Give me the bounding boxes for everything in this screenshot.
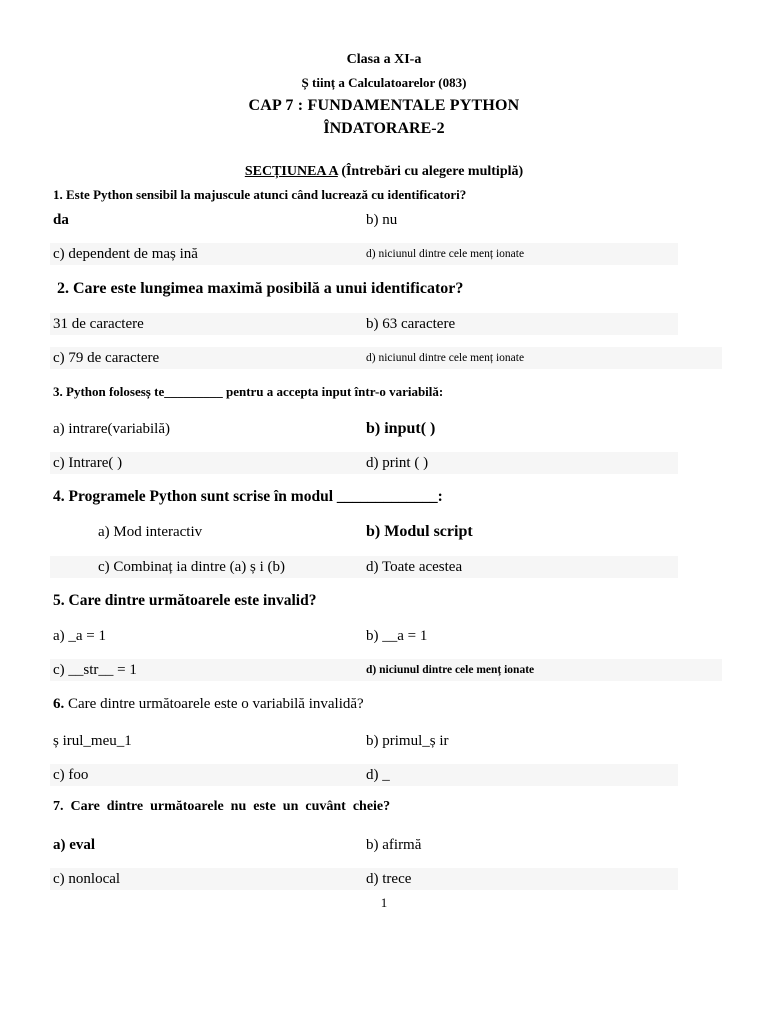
q4-option-a: a) Mod interactiv	[98, 524, 203, 540]
options-row-2b	[50, 347, 722, 369]
subject-line: Ș tiinț a Calculatoarelor (083)	[301, 75, 467, 90]
q7-option-d: d) trece	[366, 871, 412, 887]
question-6	[53, 696, 364, 713]
question-6-number: 6.	[53, 696, 65, 712]
question-2: 2. Care este lungimea maximă posibilă a unui identificator?	[57, 280, 464, 297]
assignment-title: ÎNDATORARE-2	[323, 120, 445, 137]
question-1: 1. Este Python sensibil la majuscule atunci când lucrează cu identificatori?	[53, 187, 467, 202]
q3-option-a: a) intrare(variabilă)	[53, 421, 171, 437]
question-7: 7. Care dintre următoarele nu este un cuvânt cheie?	[53, 799, 391, 814]
q6-option-b: b) primul_ș ir	[366, 733, 449, 749]
q3-option-b: b) input( )	[366, 420, 436, 437]
q2-option-c: c) 79 de caractere	[53, 350, 160, 366]
options-row-6a	[50, 730, 678, 752]
q6-option-c: c) foo	[53, 767, 89, 783]
options-row-5a	[50, 625, 678, 647]
class-line: Clasa a XI-a	[346, 52, 422, 67]
q1-option-b: b) nu	[366, 212, 398, 228]
options-row-1b	[50, 243, 678, 265]
q1-option-c: c) dependent de maș ină	[53, 246, 198, 262]
options-row-6b	[50, 764, 678, 786]
q6-option-a: ș irul_meu_1	[53, 733, 132, 749]
q2-option-d: d) niciunul dintre cele menț ionate	[366, 352, 525, 364]
question-4: 4. Programele Python sunt scrise în modul _____________:	[53, 488, 443, 505]
question-3: 3. Python folosesș te_________ pentru a accepta input într-o variabilă:	[53, 384, 444, 399]
section-name: SECȚIUNEA A	[244, 164, 338, 179]
options-row-5b	[50, 659, 722, 681]
q5-option-b: b) __a = 1	[366, 628, 428, 644]
q7-option-a: a) eval	[53, 837, 96, 853]
options-row-7b	[50, 868, 678, 890]
options-row-1a	[50, 209, 678, 231]
q1-option-d: d) niciunul dintre cele menț ionate	[366, 248, 525, 260]
chapter-title: CAP 7 : FUNDAMENTALE PYTHON	[248, 97, 520, 114]
options-row-3a	[50, 418, 678, 440]
q2-option-b: b) 63 caractere	[366, 316, 456, 332]
q3-option-d: d) print ( )	[366, 455, 429, 471]
q4-option-c: c) Combinaț ia dintre (a) ș i (b)	[98, 559, 286, 575]
q1-option-a: da	[53, 212, 69, 228]
q6-option-d: d) _	[366, 767, 390, 783]
options-row-2a	[50, 313, 678, 335]
q7-option-c: c) nonlocal	[53, 871, 121, 887]
q4-option-b: b) Modul script	[366, 523, 473, 540]
q4-option-d: d) Toate acestea	[366, 559, 463, 575]
options-row-4a	[50, 521, 678, 543]
q5-option-d: d) niciunul dintre cele menț ionate	[366, 664, 535, 676]
page-number: 1	[380, 895, 388, 910]
question-5: 5. Care dintre următoarele este invalid?	[53, 592, 317, 609]
options-row-7a	[50, 834, 678, 856]
options-row-4b	[50, 556, 678, 578]
q3-option-c: c) Intrare( )	[53, 455, 123, 471]
section-heading	[0, 164, 768, 180]
section-note: (Întrebări cu alegere multiplă)	[341, 164, 524, 179]
q7-option-b: b) afirmă	[366, 837, 422, 853]
question-6-text: Care dintre următoarele este o variabilă invalidă?	[64, 696, 364, 712]
q5-option-a: a) _a = 1	[53, 628, 107, 644]
q5-option-c: c) __str__ = 1	[53, 662, 137, 678]
q2-option-a: 31 de caractere	[53, 316, 144, 332]
options-row-3b	[50, 452, 678, 474]
